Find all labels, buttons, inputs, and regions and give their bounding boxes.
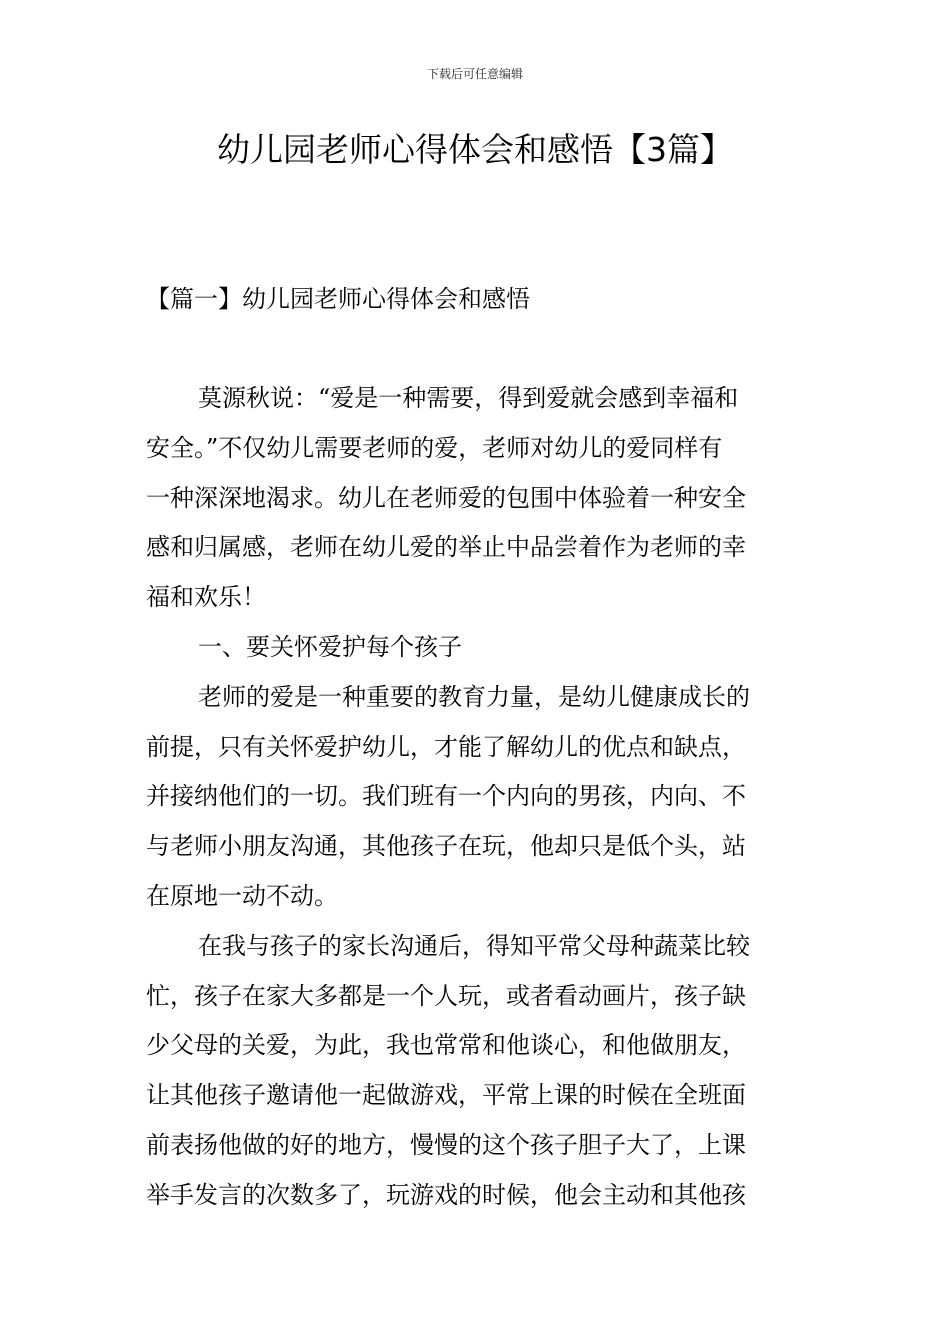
paragraph-line: 在我与孩子的家长沟通后，得知平常父母种蔬菜比较: [198, 931, 750, 960]
paragraph-line: 前表扬他做的好的地方，慢慢的这个孩子胆子大了，上课: [146, 1130, 746, 1159]
paragraph-line: 莫源秋说：“爱是一种需要，得到爱就会感到幸福和: [198, 384, 739, 412]
section-heading: 【篇一】幼儿园老师心得体会和感悟: [146, 285, 530, 313]
paragraph-line: 并接纳他们的一切。我们班有一个内向的男孩，内向、不: [146, 782, 746, 811]
paragraph-line: 让其他孩子邀请他一起做游戏，平常上课的时候在全班面: [146, 1081, 746, 1110]
paragraph-line: 安全。”不仅幼儿需要老师的爱，老师对幼儿的爱同样有: [146, 433, 723, 462]
paragraph-line: 在原地一动不动。: [146, 881, 338, 910]
paragraph-line: 福和欢乐！: [146, 583, 266, 612]
header-note: 下载后可任意编辑: [426, 67, 523, 81]
paragraph-line: 与老师小朋友沟通，其他孩子在玩，他却只是低个头，站: [146, 832, 746, 861]
paragraph-line: 少父母的关爱，为此，我也常常和他谈心，和他做朋友，: [146, 1031, 746, 1060]
paragraph-line: 前提，只有关怀爱护幼儿，才能了解幼儿的优点和缺点，: [146, 732, 746, 761]
paragraph-line: 老师的爱是一种重要的教育力量，是幼儿健康成长的: [198, 682, 750, 711]
paragraph-line: 感和归属感，老师在幼儿爱的举止中品尝着作为老师的幸: [146, 533, 746, 562]
document-title: 幼儿园老师心得体会和感悟【3篇】: [217, 130, 733, 169]
document-body: [146, 374, 810, 1221]
paragraph-line: 一种深深地渴求。幼儿在老师爱的包围中体验着一种安全: [146, 483, 746, 512]
subsection-heading: 一、要关怀爱护每个孩子: [198, 632, 462, 661]
paragraph-line: 忙，孩子在家大多都是一个人玩，或者看动画片，孩子缺: [146, 981, 746, 1010]
paragraph-line: 举手发言的次数多了，玩游戏的时候，他会主动和其他孩: [146, 1180, 746, 1209]
